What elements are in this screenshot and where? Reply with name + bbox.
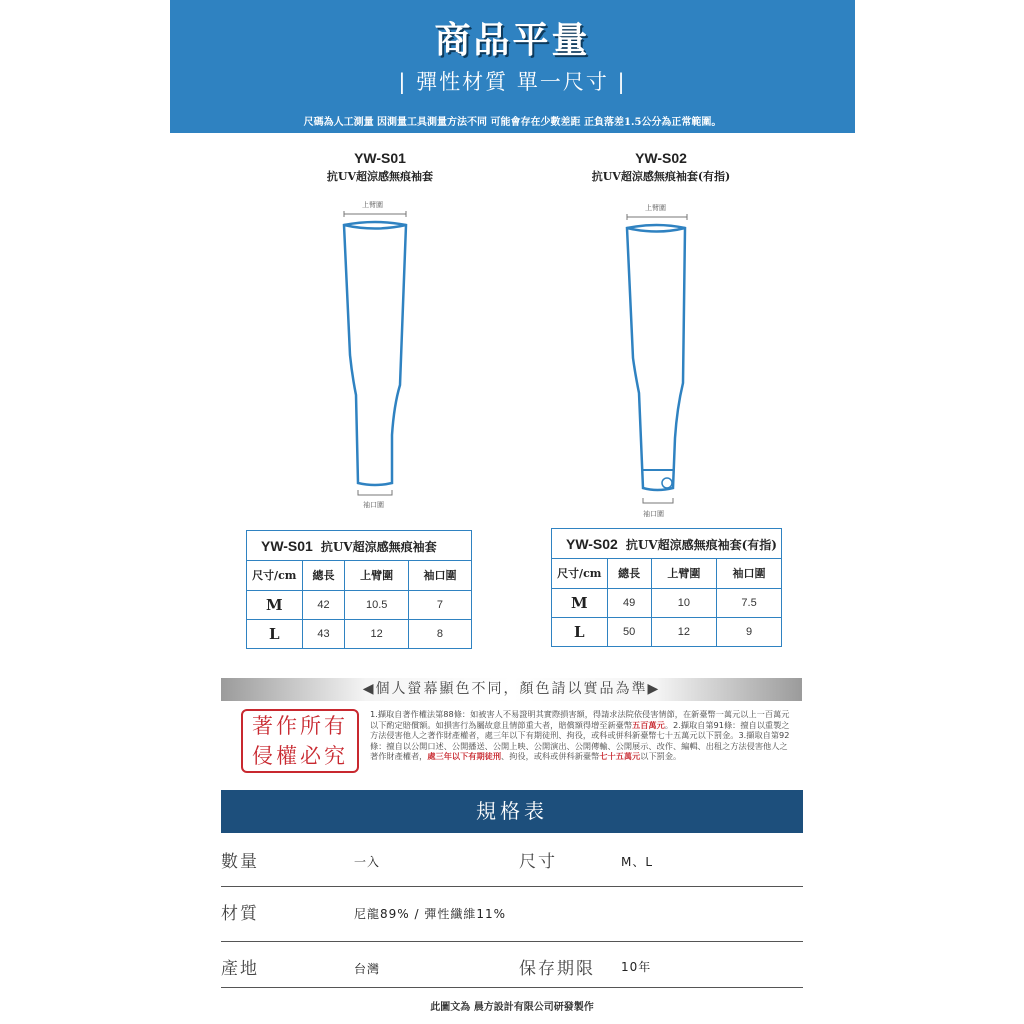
footer-credit: 此圖文為 晨方設計有限公司研發製作 <box>430 1002 594 1013</box>
value-cell: 49 <box>607 588 651 617</box>
table-header-row <box>247 561 471 590</box>
value-cell: 10 <box>651 588 716 617</box>
table-header-row <box>552 559 781 588</box>
color-notice-bar: ◀個人螢幕顯色不同，顏色請以實品為準▶ <box>221 678 802 701</box>
spec-row-quantity <box>221 833 803 887</box>
legal-segment: 以下罰金。 <box>640 751 682 761</box>
product-name: 抗UV超涼感無痕袖套 <box>326 170 434 183</box>
size-table-name: 抗UV超涼感無痕袖套 <box>320 540 437 554</box>
table-row <box>247 619 471 648</box>
upper-arm-label: 上臂圍 <box>645 204 666 212</box>
measurement-note: 尺碼為人工測量 因測量工具測量方法不同 可能會存在少數差距 正負落差1.5公分為正常範圍。 <box>303 117 722 128</box>
spec-label: 數量 <box>221 852 259 872</box>
column-header: 上臂圍 <box>651 559 716 588</box>
value-cell: 7.5 <box>717 588 781 617</box>
spec-value: 10年 <box>621 960 652 974</box>
size-table-grid <box>247 561 471 648</box>
value-cell: 43 <box>302 619 345 648</box>
size-table-code: YW-S01 <box>261 538 313 554</box>
sleeve-s02-illustration <box>615 208 705 513</box>
spec-value: 尼龍89% / 彈性纖維11% <box>354 907 507 921</box>
value-cell: 10.5 <box>345 590 408 619</box>
value-cell: 8 <box>436 627 444 640</box>
table-row <box>247 590 471 619</box>
page-title: 商品平量 <box>434 20 591 61</box>
stamp-line: 著作所有 <box>252 714 348 738</box>
spec-value: 一入 <box>354 855 381 869</box>
column-header: 總長 <box>607 559 651 588</box>
size-table-title <box>247 531 471 561</box>
column-header: 尺寸/cm <box>247 561 302 590</box>
legal-highlight: 七十五萬元 <box>599 751 641 761</box>
size-table-s02 <box>551 528 782 647</box>
size-cell: M <box>247 590 302 619</box>
legal-highlight: 五百萬元 <box>632 719 665 730</box>
product-name: 抗UV超涼感無痕袖套(有指) <box>591 170 731 183</box>
spec-label: 尺寸 <box>519 852 557 872</box>
size-table-grid <box>552 559 781 646</box>
size-cell: M <box>552 588 607 617</box>
spec-table-header: 規格表 <box>221 790 803 833</box>
spec-value: 台灣 <box>354 962 381 976</box>
legal-text <box>370 709 790 762</box>
product-heading-s01 <box>280 150 480 184</box>
page-subtitle: | 彈性材質 單一尺寸 | <box>398 70 627 94</box>
size-cell: L <box>247 619 302 648</box>
value-cell: 9 <box>745 625 753 638</box>
value-cell: 7 <box>408 590 471 619</box>
product-code: YW-S01 <box>354 150 406 166</box>
table-row <box>552 588 781 617</box>
product-code: YW-S02 <box>635 150 687 166</box>
column-header: 總長 <box>302 561 345 590</box>
size-table-code: YW-S02 <box>566 536 618 552</box>
sleeve-s01-illustration <box>330 205 420 510</box>
product-heading-s02 <box>556 150 766 184</box>
size-table-title <box>552 529 781 559</box>
column-header: 尺寸/cm <box>552 559 607 588</box>
header-banner <box>170 0 855 133</box>
column-header: 袖口圍 <box>717 559 781 588</box>
spec-label: 材質 <box>221 904 259 924</box>
column-header: 袖口圍 <box>408 561 471 590</box>
legal-segment: 1.擷取自著作權法第88條：如被害人不易證明其實際損害額，得請求法院依侵害情節，在新臺幣一萬元以上一百萬元以下酌定賠償額。如損害行為屬故意且情節重大者，賠償額得增至新臺幣 <box>370 709 790 730</box>
value-cell: 50 <box>607 617 651 646</box>
table-row <box>552 617 781 646</box>
legal-segment: 。2.擷取自第91條：擅自以重製之方法侵害他人之著作財產權者，處三年以下有期徒刑、拘役，或科或併科新臺幣七十五萬元以下罰金。3.擷取自第92條：擅自以公開口述、公開播送、公開上映、公開演出、公開傳輸、公開展示、改作、編輯、出租之方法侵害他人之著作財產權者， <box>370 719 790 761</box>
spec-value: M、L <box>621 855 654 869</box>
cuff-label: 袖口圍 <box>363 501 384 509</box>
spec-label: 保存期限 <box>519 959 595 979</box>
cuff-label: 袖口圍 <box>643 510 664 518</box>
value-cell: 12 <box>651 617 716 646</box>
size-cell: L <box>552 617 607 646</box>
legal-segment: 、拘役，或科或併科新臺幣 <box>501 751 600 761</box>
size-table-name: 抗UV超涼感無痕袖套(有指) <box>625 538 777 552</box>
legal-highlight: 處三年以下有期徒刑 <box>427 751 502 761</box>
copyright-stamp <box>241 709 359 773</box>
size-table-s01 <box>246 530 472 649</box>
value-cell: 42 <box>302 590 345 619</box>
upper-arm-label: 上臂圍 <box>362 201 383 209</box>
value-cell: 12 <box>345 619 408 648</box>
spec-row-origin <box>221 942 803 988</box>
stamp-line: 侵權必究 <box>252 744 348 768</box>
spec-label: 產地 <box>221 959 259 979</box>
spec-row-material <box>221 887 803 942</box>
column-header: 上臂圍 <box>345 561 408 590</box>
